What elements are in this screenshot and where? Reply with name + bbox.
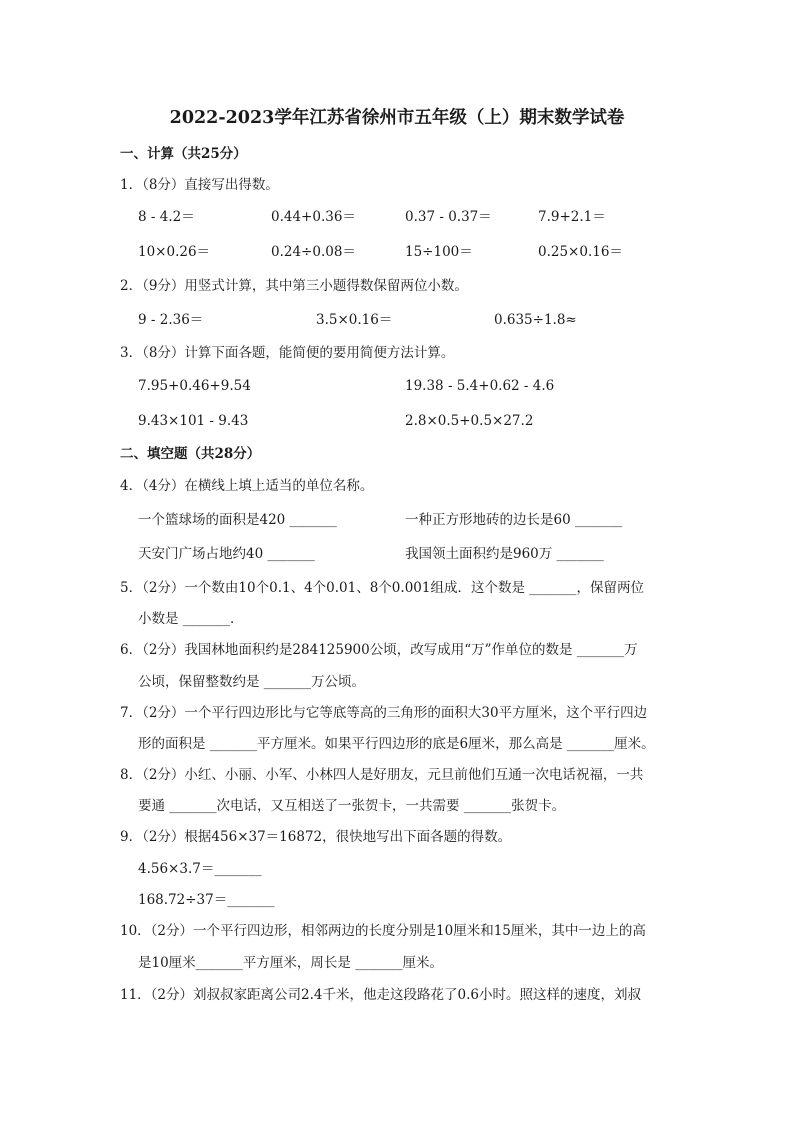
q1-item: 7.9+2.1＝ (538, 209, 606, 225)
q3-item: 9.43×101 - 9.43 (138, 413, 249, 429)
question-7-line-1: 7．（2分）一个平行四边形比与它等底等高的三角形的面积大30平方厘米，这个平行四边 (120, 705, 648, 721)
question-4-stem: 4．（4分）在横线上填上适当的单位名称。 (120, 478, 374, 494)
q4-item: 我国领土面积约是960万 _______ (405, 546, 604, 562)
question-2-stem: 2．（9分）用竖式计算，其中第三小题得数保留两位小数。 (120, 278, 468, 294)
q3-item: 2.8×0.5+0.5×27.2 (405, 413, 534, 429)
question-8-line-1: 8．（2分）小红、小丽、小军、小林四人是好朋友，元旦前他们互通一次电话祝福，一共 (120, 767, 644, 783)
question-9-item: 168.72÷37＝_______ (138, 892, 275, 908)
q1-item: 0.25×0.16＝ (538, 244, 623, 260)
question-5-line-2: 小数是 _______． (138, 611, 244, 627)
question-9-item: 4.56×3.7＝_______ (138, 861, 262, 877)
q2-item: 0.635÷1.8≈ (494, 312, 577, 328)
question-9-line-1: 9．（2分）根据456×37＝16872，很快地写出下面各题的得数。 (120, 829, 512, 845)
question-7-line-2: 形的面积是 _______平方厘米。如果平行四边形的底是6厘米，那么高是 _______厘米。 (138, 736, 655, 752)
q2-item: 9 - 2.36＝ (138, 312, 204, 328)
question-10-line-1: 10．（2分）一个平行四边形，相邻两边的长度分别是10厘米和15厘米，其中一边上的高 (120, 923, 646, 939)
q1-item: 0.24÷0.08＝ (271, 244, 356, 260)
question-8-line-2: 要通 _______次电话，又互相送了一张贺卡，一共需要 _______张贺卡。 (138, 798, 566, 814)
question-10-line-2: 是10厘米_______平方厘米，周长是 _______厘米。 (138, 955, 443, 971)
section-heading-fill-in: 二、填空题（共28分） (120, 446, 261, 462)
q1-item: 8 - 4.2＝ (138, 209, 195, 225)
q2-item: 3.5×0.16＝ (316, 312, 393, 328)
q4-item: 一个篮球场的面积是420 _______ (138, 512, 337, 528)
question-1-stem: 1．（8分）直接写出得数。 (120, 177, 279, 193)
q1-item: 15÷100＝ (405, 244, 473, 260)
q1-item: 10×0.26＝ (138, 244, 211, 260)
q3-item: 19.38 - 5.4+0.62 - 4.6 (405, 378, 555, 394)
q4-item: 天安门广场占地约40 _______ (138, 546, 315, 562)
question-6-line-2: 公顷，保留整数约是 _______万公顷。 (138, 674, 366, 690)
q1-item: 0.37 - 0.37＝ (405, 209, 492, 225)
page-title: 2022-2023学年江苏省徐州市五年级（上）期末数学试卷 (169, 108, 625, 128)
q3-item: 7.95+0.46+9.54 (138, 378, 251, 394)
question-11-line-1: 11．（2分）刘叔叔家距离公司2.4千米，他走这段路花了0.6小时。照这样的速度，刘叔 (120, 987, 641, 1003)
question-5-line-1: 5．（2分）一个数由10个0.1、4个0.01、8个0.001组成．这个数是 _______，保留两位 (120, 580, 645, 596)
question-3-stem: 3．（8分）计算下面各题，能简便的要用简便方法计算。 (120, 345, 455, 361)
q4-item: 一种正方形地砖的边长是60 _______ (405, 512, 623, 528)
q1-item: 0.44+0.36＝ (271, 209, 356, 225)
section-heading-calculation: 一、计算（共25分） (120, 146, 247, 162)
question-6-line-1: 6．（2分）我国林地面积约是284125900公顷，改写成用“万”作单位的数是 _______万 (120, 642, 638, 658)
